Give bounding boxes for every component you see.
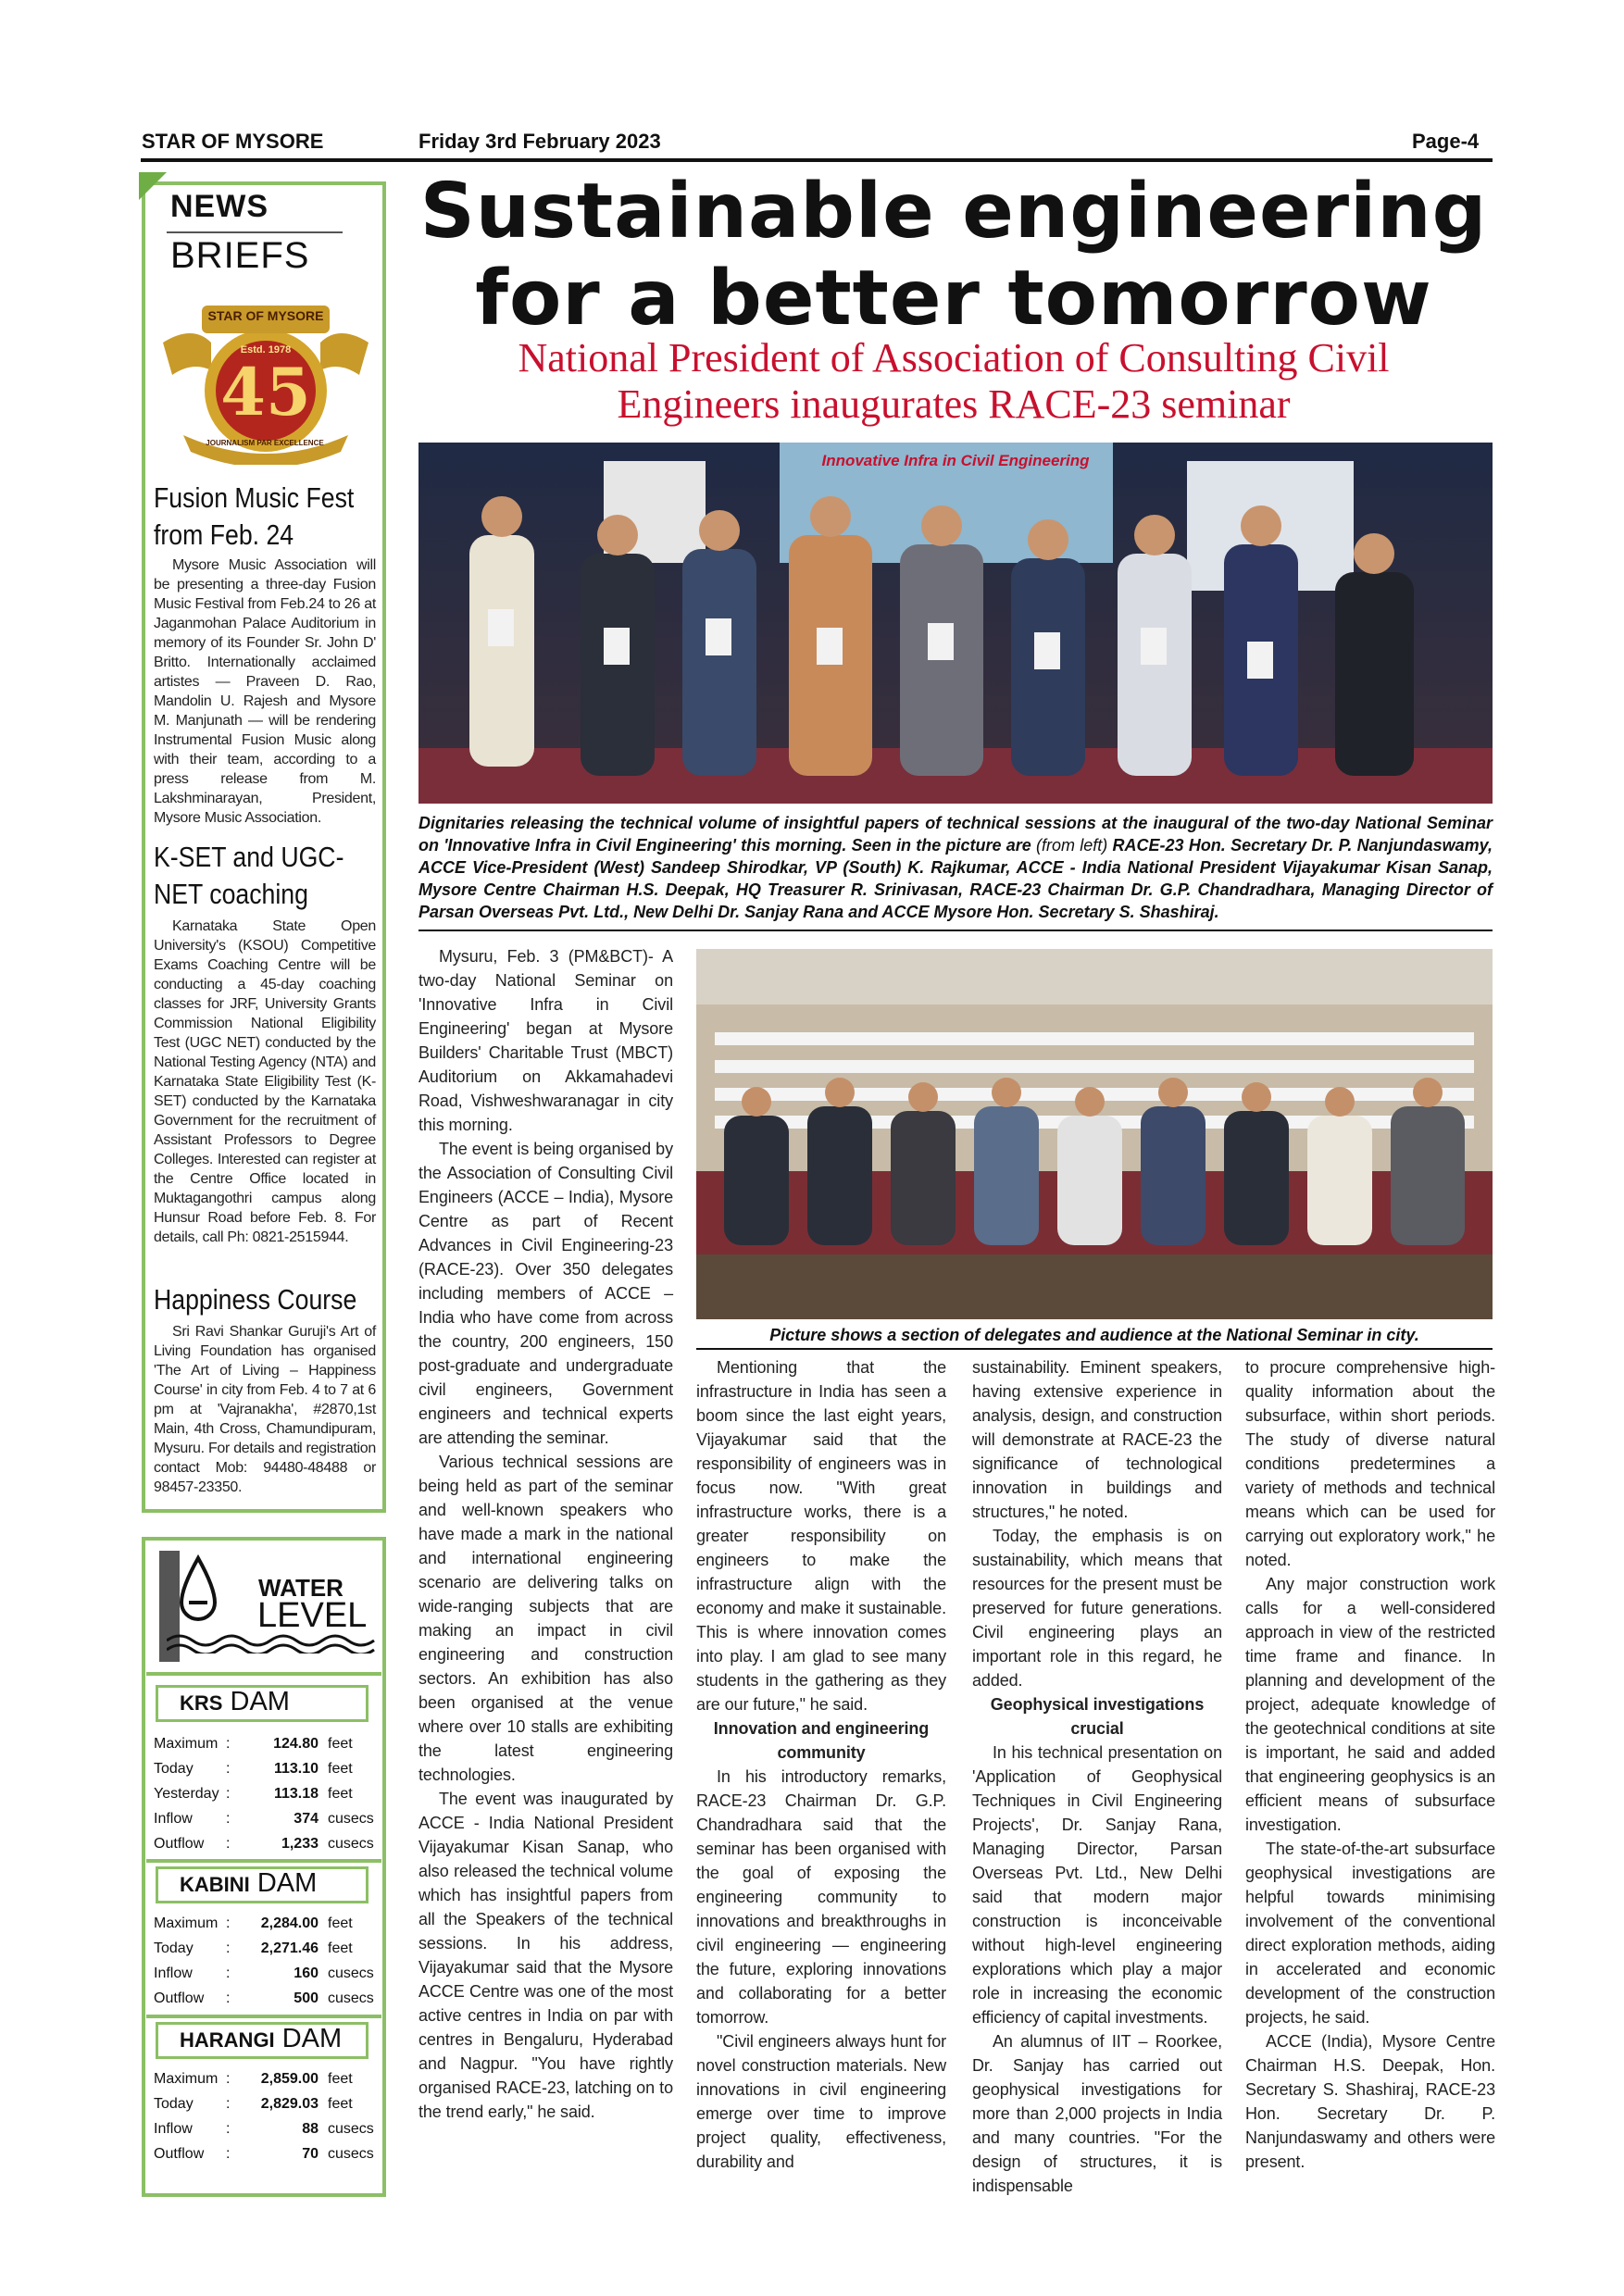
subheadline <box>407 335 1500 428</box>
dam-table <box>154 1731 385 1856</box>
dam-row: Today : 113.10 feet <box>154 1761 353 1777</box>
logo-motto: JOURNALISM PAR EXCELLENCE <box>206 439 324 447</box>
paragraph: The event was inaugurated by ACCE - India National President Vijayakumar Kisan Sanap, who also released the technical volume which has insightful papers from all the Speakers of the technical sessions. In his address, Vijayakumar said that the Mysore ACCE Centre was one of the most active centres in India on par with centres in Bengaluru, Hyderabad and Nagpur. "You have rightly organised RACE-23, latching on to the trend early," he said. <box>418 1790 673 2121</box>
brief-body: Karnataka State Open University's (KSOU) Competitive Exams Coaching Centre will be conducting a 45-day coaching classes for JRF, University Grants Commission National Eligibility Test (UGC NET) conducted by the National Testing Agency (NTA) and Karnataka State Eligibility Test (K-SET) conducted by the Karnataka Government for the recruitment of Assistant Professors to Degree Colleges. Interested can register at the Centre Office located in Muktagangothri campus along Hunsur Road before Feb. 8. For details, call Ph: 0821-2515944. <box>154 918 376 1245</box>
photo-caption: Picture shows a section of delegates and audience at the National Seminar in city. <box>769 1326 1419 1344</box>
section-subhead: Innovation and engineering community <box>713 1719 930 1762</box>
dam-row: Maximum : 2,859.00 feet <box>154 2071 353 2087</box>
dam-row: Inflow : 160 cusecs <box>154 1965 374 1981</box>
headline-line: for a better tomorrow <box>475 255 1432 343</box>
dam-divider <box>146 2015 381 2018</box>
dam-name: KRS DAM <box>180 1687 290 1716</box>
paragraph: In his introductory remarks, RACE-23 Chairman Dr. G.P. Chandradhara said that the seminar has been organised with the goal of exposing the engineering community to innovations and breakthroughs in civil engineering — engineering the future, exploring innovations and collaborating for a better tomorrow. <box>696 1767 946 2027</box>
article-column-3 <box>972 1355 1222 2198</box>
subhead-line: National President of Association of Consulting Civil <box>518 335 1390 381</box>
brief-heading: Happiness Course <box>154 1283 357 1316</box>
brief-heading: Fusion Music Fest from Feb. 24 <box>154 481 355 551</box>
paragraph: An alumnus of IIT – Roorkee, Dr. Sanjay has carried out geophysical investigations for more than 2,000 projects in India and many countries. "For the design of structures, it is indispensable <box>972 2032 1222 2195</box>
article-column-2 <box>696 1355 946 2174</box>
headline-line: Sustainable engineering <box>419 168 1488 256</box>
dam-row: Outflow : 70 cusecs <box>154 2146 374 2162</box>
issue-date: Friday 3rd February 2023 <box>418 130 661 153</box>
dam-row: Inflow : 374 cusecs <box>154 1811 374 1827</box>
paragraph: Any major construction work calls for a well-considered approach in view of the restricted time frame and finance. In planning and development of the project, adequate knowledge of the geotechnical conditions at site is important, he said and added that engineering geophysics is an efficient means of subsurface investigation. <box>1245 1575 1495 1834</box>
logo-name: STAR OF MYSORE <box>207 308 324 323</box>
dam-row: Maximum : 124.80 feet <box>154 1736 353 1752</box>
masthead-rule <box>141 158 1493 162</box>
paragraph: Mentioning that the infrastructure in India has seen a boom since the last eight years, Vijayakumar said that the responsibility of engineers was in focus now. "With great infrastructure works, there is a greater responsibility on engineers to make the infrastructure align with the economy and make it sustainable. This is where innovation comes into play. I am glad to see many students in the gathering as they are our future," he said. <box>696 1358 946 1714</box>
paragraph: Today, the emphasis is on sustainability, which means that resources for the present must be preserved for future generations. Civil engineering plays an important role in this regard, he added. <box>972 1527 1222 1690</box>
dam-row: Yesterday : 113.18 feet <box>154 1786 353 1802</box>
logo-estd: Estd. 1978 <box>240 344 292 356</box>
article-column-4 <box>1245 1355 1495 2174</box>
dam-divider <box>146 1672 381 1676</box>
paragraph: In his technical presentation on 'Application of Geophysical Techniques in Civil Engineering Projects', Dr. Sanjay Rana, Managing Director, Parsan Overseas Pvt. Ltd., New Delhi said that modern major construction is inconceivable without high-level engineering explorations which play a major role in increasing the economic efficiency of capital investments. <box>972 1743 1222 2027</box>
paper-name: STAR OF MYSORE <box>142 130 324 153</box>
banner-text: Innovative Infra in Civil Engineering <box>821 452 1090 469</box>
brief-heading: K-SET and UGC-NET coaching <box>154 841 344 910</box>
paragraph: sustainability. Eminent speakers, having extensive experience in analysis, design, and construction will demonstrate at RACE-23 the significance of technological innovation in buildings and structures," he noted. <box>972 1358 1222 1521</box>
dam-row: Maximum : 2,284.00 feet <box>154 1915 353 1931</box>
water-title: WATER <box>258 1574 344 1602</box>
paragraph: Mysuru, Feb. 3 (PM&BCT)- A two-day National Seminar on 'Innovative Infra in Civil Engineering' began at Mysore Builders' Charitable Trust (MBCT) Auditorium on Akkamahadevi Road, Vishweshwaranagar in city this morning. <box>418 947 673 1134</box>
dam-row: Outflow : 1,233 cusecs <box>154 1836 374 1852</box>
dam-row: Today : 2,829.03 feet <box>154 2096 353 2112</box>
dam-row: Outflow : 500 cusecs <box>154 1990 374 2006</box>
brief-body: Mysore Music Association will be presenting a three-day Fusion Music Festival from Feb.24 to 26 at Jaganmohan Palace Auditorium in memory of its Founder Sr. John D' Britto. Internationally acclaimed artistes — Praveen D. Rao, Mandolin U. Rajesh and Mysore M. Manjunath — will be rendering Instrumental Fusion Music along with their team, according to a press release from M. Lakshminarayan, President, Mysore Music Association. <box>154 557 376 826</box>
dam-table <box>154 2066 385 2166</box>
paragraph: ACCE (India), Mysore Centre Chairman H.S. Deepak, Hon. Secretary S. Shashiraj, RACE-23 Hon. Secretary Dr. P. Nanjundaswamy and others were present. <box>1245 2032 1495 2171</box>
dam-divider <box>146 1859 381 1863</box>
paragraph: The event is being organised by the Association of Consulting Civil Engineers (ACCE – India), Mysore Centre as part of Recent Advances in Civil Engineering-23 (RACE-23). Over 350 delegates including members of ACCE – India who have come from across the country, 200 engineers, 150 post-graduate and undergraduate civil engineers, Government engineers and technical experts are attending the seminar. <box>418 1140 673 1447</box>
dam-name: HARANGI DAM <box>180 2024 343 2053</box>
brief-body: Sri Ravi Shankar Guruji's Art of Living Foundation has organised 'The Art of Living – Happiness Course' in city from Feb. 4 to 7 at 6 pm at 'Vajranakha', #2870,1st Main, 4th Cross, Chamundipuram, Mysuru. For details and registration contact Mob: 94480-48488 or 98457-23350. <box>154 1324 376 1495</box>
level-title: LEVEL <box>257 1596 368 1635</box>
logo-number: 45 <box>220 354 311 430</box>
caption-rule <box>696 1348 1493 1350</box>
headline <box>407 168 1500 343</box>
news-title: NEWS <box>170 189 269 224</box>
briefs-title: BRIEFS <box>170 235 310 276</box>
audience-photo <box>696 949 1493 1319</box>
dam-row: Inflow : 88 cusecs <box>154 2121 374 2137</box>
title-divider <box>167 231 343 233</box>
photo-caption: Dignitaries releasing the technical volume of insightful papers of technical sessions at the inaugural of the two-day National Seminar on 'Innovative Infra in Civil Engineering' this morning. Seen in the picture are (from left) RACE-23 Hon. Secretary Dr. P. Nanjundaswamy, ACCE Vice-President (West) Sandeep Shirodkar, VP (South) K. Rajkumar, ACCE - India National President Vijayakumar Kisan Sanap, Mysore Centre Chairman H.S. Deepak, HQ Treasurer R. Srinivasan, RACE-23 Chairman Dr. G.P. Chandradhara, Managing Director of Parsan Overseas Pvt. Ltd., New Delhi Dr. Sanjay Rana and ACCE Mysore Hon. Secretary S. Shashiraj. <box>418 814 1493 921</box>
dam-table <box>154 1911 385 2011</box>
article-column-1 <box>418 944 673 2124</box>
paragraph: "Civil engineers always hunt for novel construction materials. New innovations in civil engineering emerge over time to improve project quality, effectiveness, durability and <box>696 2032 946 2171</box>
page-number: Page-4 <box>1412 130 1480 153</box>
paragraph: Various technical sessions are being held as part of the seminar and well-known speakers who have made a mark in the national and international engineering scenario are delivering talks on wide-ranging subjects that are making an impact in civil engineering and construction sectors. An exhibition has also been organised at the venue where over 10 stalls are exhibiting the latest engineering technologies. <box>418 1453 673 1784</box>
subhead-line: Engineers inaugurates RACE-23 seminar <box>617 381 1291 427</box>
section-subhead: Geophysical investigations crucial <box>990 1695 1205 1738</box>
dam-name: KABINI DAM <box>180 1868 318 1898</box>
dam-row: Today : 2,271.46 feet <box>154 1940 353 1956</box>
paragraph: to procure comprehensive high-quality information about the subsurface, within short periods. The study of diverse natural conditions predetermines a variety of methods and technical means which can be used for carrying out exploratory work," he noted. <box>1245 1358 1495 1569</box>
caption-rule <box>418 930 1493 931</box>
paragraph: The state-of-the-art subsurface geophysical investigations are helpful towards minimising involvement of the conventional direct exploration methods, aiding in accelerated and economic development of the construction projects, he said. <box>1245 1840 1495 2027</box>
corner-mark <box>139 172 167 200</box>
dignitaries-photo <box>418 443 1493 804</box>
